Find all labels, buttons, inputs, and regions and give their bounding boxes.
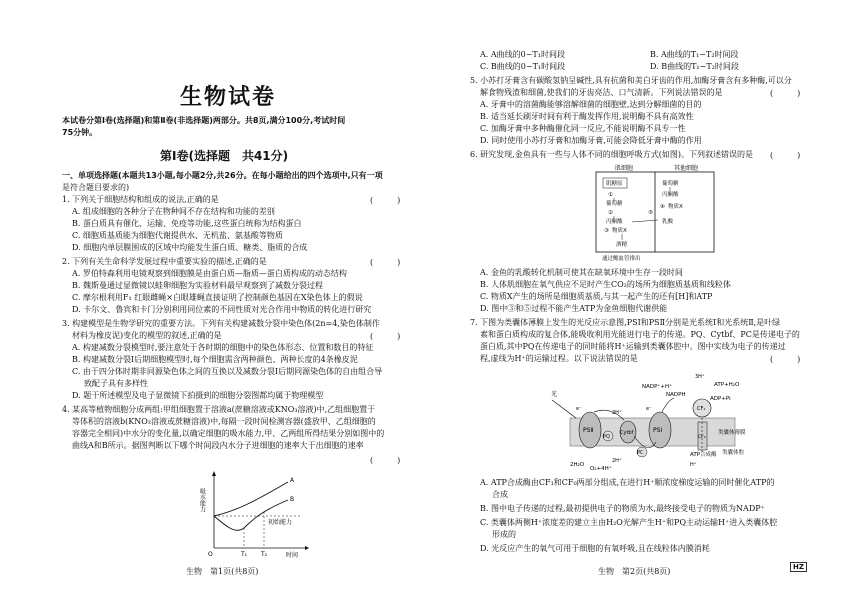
respiration-figure [580,164,730,262]
option: D. 光反应产生的氧气可用于细胞的有氧呼吸,且在线粒体内膜消耗 [480,544,710,553]
step-4: ④ [660,204,665,210]
lactate-label: 乳酸 [662,219,674,225]
option: C. 物质X产生的场所是细胞质基质,与其一起产生的还有[H]和ATP [480,292,713,301]
question-stem: 4. 某高等植物细胞分成两组:甲组细胞置于溶液a(蔗糖溶液或KNO₃溶液)中,乙组细胞置于 [62,405,376,414]
step-3: ③ [604,228,609,234]
curve-a-label: A [290,477,295,484]
answer-blank: ( ) [370,332,401,341]
excretion-label: 通过鳃血管排出 [602,256,641,262]
arrow [632,220,658,222]
substx-label: 物质X [612,228,627,234]
y-axis-label: 吸水能力 [198,488,206,512]
option: C. 由于四分体时期非同源染色体之间的互换以及减数分裂Ⅰ后期同源染色体的自由组合导 [72,367,383,376]
step-2: ② [608,210,613,216]
proton-label: 2H⁺ [612,458,622,464]
water-label: 2H₂O [570,462,585,468]
nadp-label: NADP⁺+H⁺ [642,384,672,390]
right-page [430,0,860,608]
cf0-label: CF₀ [698,435,706,440]
origin-label: O [208,551,213,558]
option: B. A曲线的T₁~T₂时间段 [650,50,739,59]
oxygen-label: O₂+4H⁺ [590,466,612,472]
step-5: ⑤ [648,210,653,216]
option: A. 金鱼的乳酸转化机制可使其在缺氧环境中生存一段时间 [480,268,683,277]
question-stem: 蛋白质,其中PQ在传递电子的同时能将H⁺运输到类囊体腔中。图中实线为电子的传递过 [480,342,786,351]
option: B. 构建减数分裂Ⅰ后期细胞模型时,每个细胞需含两种颜色、两种长度的4条橡皮泥 [72,355,358,364]
option: C. 摩尔根利用F₁ 红眼雌蝇×白眼雄蝇直接证明了控制颜色基因在X染色体上的假说 [72,293,363,302]
membrane-label: 类囊体薄膜 [718,430,746,436]
answer-blank: ( ) [770,89,801,98]
electron-path [662,398,674,412]
option: C. B曲线的0~T₁时间段 [480,62,566,71]
question-stem: 3. 构建模型是生物学研究的重要方法。下列有关构建减数分裂中染色体(2n=4,染色体制作 [62,319,380,328]
part-heading: 一、单项选择题(本题共13小题,每小题2分,共26分。在每小题给出的四个选项中,只有一项 [62,171,383,180]
light-arrow [552,400,576,418]
exam-title: 生物试卷 [180,85,277,110]
light-label: 光 [551,391,558,398]
other-cell-label: 其他细胞 [674,165,699,172]
t2-label: T₂ [261,551,268,558]
option: B. 魏斯曼通过显微镜以蛙卵细胞为实验材料最早观察到了减数分裂过程 [72,281,323,290]
adp-label: ADP+Pi [710,396,731,402]
option: 合成 [492,490,508,499]
question-stem: 等体积的溶液b(KNO₃溶液或蔗糖溶液)中,每隔一段时间检测容器(盛放甲、乙组细胞的 [72,417,376,426]
x-axis-arrow [305,546,309,550]
proton-label: 3H⁺ [695,374,705,380]
option: D. 题干所述模型及电子显微镜下拍摄到的细胞分裂图都均属于物理模型 [72,391,324,400]
option: C. 细胞质基质能为细胞代谢提供水、无机盐、氨基酸等物质 [72,231,283,240]
glucose-label-2: 葡萄糖 [662,181,679,187]
glucose-label: 葡萄糖 [606,201,623,207]
answer-blank: ( ) [770,151,801,160]
answer-blank: ( ) [370,258,401,267]
proton-label: H⁺ [690,462,697,468]
option: C. 类囊体两侧H⁺浓度差的建立主由H₂O光解产生H⁺和PQ主动运输H⁺进入类囊体腔 [480,518,778,527]
synthase-label: ATP合成酶 [690,452,717,458]
question-stem: 解食物残渣和细菌,使我们的牙齿亮洁、口气清新。下列说法错误的是 [480,88,723,97]
curve-a [214,482,288,516]
pq-label: PQ [603,434,610,440]
absorption-figure [200,470,310,560]
option: A. ATP合成酶由CF₁和CF₀两部分组成,在进行H⁺顺浓度梯度运输的同时催化ATP的 [480,478,775,487]
intro-line: 75分钟。 [62,128,98,137]
t1-label: T₁ [241,551,248,558]
pc-label: PC [637,450,644,456]
cf1-label: CF₁ [697,406,706,412]
option: A. A曲线的0~T₁时间段 [480,50,565,59]
ps2-label: PSⅡ [583,427,594,434]
option: D. 细胞内单层膜围成的区域中均能发生蛋白质、糖类、脂质的合成 [72,243,308,252]
section-heading: 第Ⅰ卷(选择题 共41分) [160,149,289,163]
alcohol-label: 酒精 [616,242,628,248]
substx-label-2: 物质X [668,204,683,210]
question-stem: 曲线A和B所示。据图判断以下哪个时间段内水分子进细胞的速率大于出细胞的速率 [72,441,364,450]
atp-label: ATP+H₂O [714,382,740,388]
part-heading: 是符合题目要求的) [62,183,130,192]
glycogen-label: 肌糖原 [606,181,623,187]
answer-blank: ( ) [370,456,401,465]
option: A. 罗伯特森利用电镜观察到细胞膜是由蛋白质—脂质—蛋白质构成的动态结构 [72,269,347,278]
option: A. 构建减数分裂模型时,要注意处于各时期的细胞中的染色体形态、位置和数目的特征 [72,343,374,352]
step-1: ① [608,192,613,198]
option: B. 蛋白质具有催化、运输、免疫等功能,这些蛋白统称为结构蛋白 [72,219,302,228]
electron-label: e⁻ [576,406,582,412]
question-stem: 素和蛋白质构成的复合体,能吸收利用光能进行电子的传递。PQ、Cytbf、PC是传递电子的 [480,330,800,339]
intro-line: 本试卷分第Ⅰ卷(选择题)和第Ⅱ卷(非选择题)两部分。共8页,满分100分,考试时间 [62,116,346,125]
option: D. 图中③和⑤过程不能产生ATP为金鱼细胞代谢供能 [480,304,668,313]
option: B. 图中电子传递的过程,最初提供电子的物质为水,最终接受电子的物质为NADP⁺ [480,504,765,513]
ps1-label: PSⅠ [653,427,663,434]
question-stem: 2. 下列有关生命科学发展过程中重要实验的描述,正确的是 [62,257,267,266]
option: B. 适当延长刷牙时间有利于酶发挥作用,说明酶不具有高效性 [480,112,694,121]
question-stem: 7. 下图为类囊体薄膜上发生的光反应示意图,PSⅠ和PSⅡ分别是光系统Ⅰ和光系统Ⅱ,是叶绿 [470,318,781,327]
question-stem: 6. 研究发现,金鱼具有一些与人体不同的细胞呼吸方式(如图)。下列叙述错误的是 [470,150,753,159]
page-footer: 生物 第1页(共8页) [186,567,259,576]
option: B. 人体肌细胞在氧气供应不足时产生CO₂的场所为细胞质基质和线粒体 [480,280,731,289]
baseline-label: 初始能力 [268,519,293,526]
option: D. 卡尔文、鲁宾和卡门分别利用同位素的不同性质对光合作用中物质的转化进行研究 [72,305,372,314]
option: C. 加酶牙膏中多种酶催化同一反应,不能说明酶不具专一性 [480,124,686,133]
question-stem: 容器完全相同)中水分的变化量,以确定细胞的吸水能力,甲、乙两组所得结果分别如图中的 [72,429,385,438]
answer-blank: ( ) [770,355,801,364]
cytbf-label: Cytbf [620,430,634,436]
option: D. B曲线的T₁~T₂时间段 [650,62,739,71]
option: 致配子具有多样性 [84,379,148,388]
option: A. 组成细胞的各种分子在物种间不存在结构和功能的差别 [72,207,275,216]
x-axis-label: 时间 [286,552,299,559]
thylakoid-figure [550,370,770,470]
proton-label: 2H⁺ [612,410,622,416]
question-stem: 1. 下列关于细胞结构和组成的说法,正确的是 [62,195,219,204]
pyruvate-label-2: 丙酮酸 [662,192,679,198]
nadph-label: NADPH [666,392,686,398]
page-footer: 生物 第2页(共8页) [598,567,671,576]
electron-label: e⁻ [646,406,652,412]
question-stem: 材料为橡皮泥)变化的模型的叙述,正确的是 [72,331,222,340]
lumen-label: 类囊体腔 [722,450,745,456]
curve-b-label: B [290,496,295,503]
muscle-cell-label: 肌细胞 [615,165,634,172]
corner-badge: HZ [790,562,807,572]
pyruvate-label: 丙酮酸 [606,219,623,225]
option: A. 牙膏中的溶菌酶能够溶解细菌的细胞壁,达到分解细菌的目的 [480,100,702,109]
y-axis-arrow [212,471,216,476]
answer-blank: ( ) [370,196,401,205]
question-stem: 5. 小苏打牙膏含有碳酸氢钠呈碱性,具有抗菌和美白牙齿的作用,加酶牙膏含有多种酶,可以分 [470,76,792,85]
option: D. 同时使用小苏打牙膏和加酶牙膏,可能会降低牙膏中酶的作用 [480,136,702,145]
question-stem: 程,虚线为H⁺的运输过程。以下说法错误的是 [480,354,638,363]
option: 形成的 [492,530,516,539]
